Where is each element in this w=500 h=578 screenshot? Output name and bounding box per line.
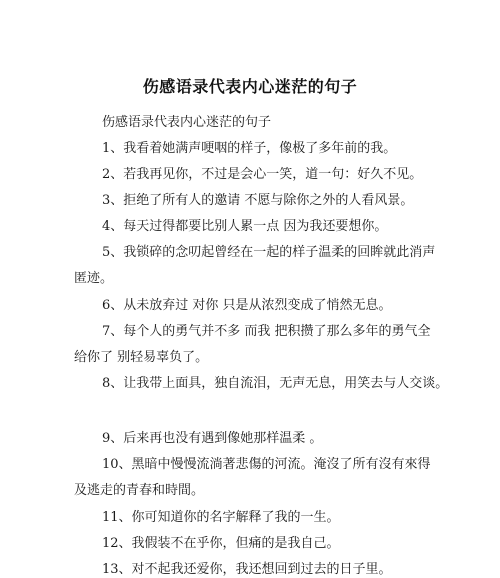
quote-line-7: 7、每个人的勇气并不多 而我 把积攒了那么多年的勇气全 <box>102 324 431 339</box>
quote-line-7-continued: 给你了 别轻易辜负了。 <box>74 350 209 365</box>
quote-line-13: 13、对不起我还爱你，我还想回到过去的日子里。 <box>102 562 392 577</box>
quote-line-1: 1、我看着她满声哽咽的样子，像极了多年前的我。 <box>102 141 397 156</box>
quote-line-9: 9、后来再也没有遇到像她那样温柔 。 <box>102 431 323 446</box>
document-title: 伤感语录代表内心迷茫的句子 <box>142 77 358 96</box>
quote-line-3: 3、拒绝了所有人的邀请 不愿与除你之外的人看风景。 <box>102 193 414 208</box>
document-subtitle: 伤感语录代表内心迷茫的句子 <box>102 115 272 130</box>
quote-line-6: 6、从未放弃过 对你 只是从浓烈变成了悄然无息。 <box>102 298 392 313</box>
quote-line-11: 11、你可知道你的名字解释了我的一生。 <box>102 510 340 525</box>
quote-line-10: 10、黑暗中慢慢流淌著悲傷的河流。淹沒了所有沒有來得 <box>102 457 431 472</box>
quote-line-5-continued: 匿迹。 <box>74 271 114 286</box>
quote-line-4: 4、每天过得都要比别人累一点 因为我还要想你。 <box>102 219 388 234</box>
quote-line-10-continued: 及逃走的青春和時間。 <box>74 483 205 498</box>
quote-line-12: 12、我假装不在乎你，但痛的是我自己。 <box>102 536 340 551</box>
quote-line-5: 5、我锁碎的念叨起曾经在一起的样子温柔的回眸就此消声 <box>102 245 436 260</box>
quote-line-8: 8、让我带上面具，独自流泪，无声无息，用笑去与人交谈。 <box>102 376 449 391</box>
quote-line-2: 2、若我再见你，不过是会心一笑，道一句：好久不见。 <box>102 167 423 182</box>
